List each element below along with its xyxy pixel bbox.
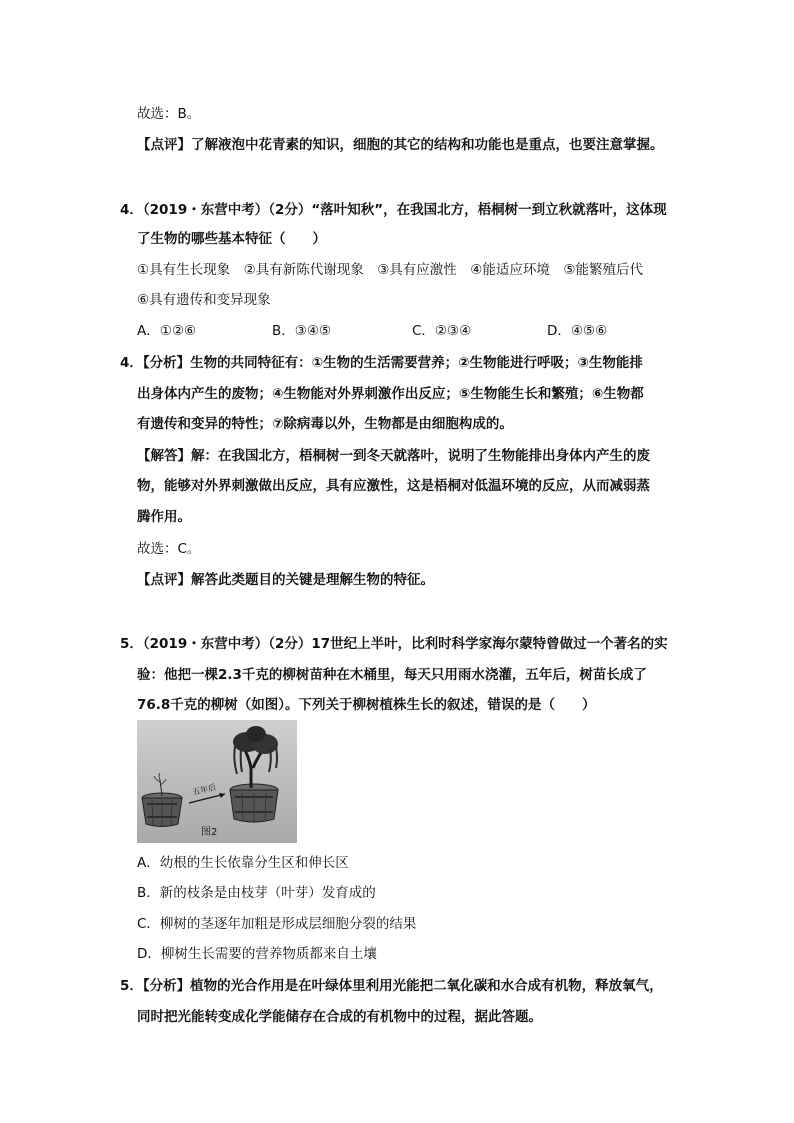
q5-analysis-line-2: 同时把光能转变成化学能储存在合成的有机物中的过程，据此答题。 — [137, 1009, 542, 1025]
figure-drawing — [137, 720, 297, 843]
q4-items-line-2: ⑥具有遗传和变异现象 — [137, 292, 271, 308]
q5-stem-line-1: 5．（2019・东营中考）（2分）17世纪上半叶，比利时科学家海尔蒙特曾做过一个著名的实 — [120, 636, 668, 652]
q3-answer: 故选：B。 — [137, 106, 201, 122]
q5-analysis-line-1: 5．【分析】植物的光合作用是在叶绿体里利用光能把二氧化碳和水合成有机物，释放氧气， — [120, 978, 663, 994]
q4-items-line-1: ①具有生长现象 ②具有新陈代谢现象 ③具有应激性 ④能适应环境 ⑤能繁殖后代 — [137, 262, 644, 278]
q4-answer: 故选：C。 — [137, 541, 201, 557]
q4-analysis-line-3: 有遗传和变异的特性；⑦除病毒以外，生物都是由细胞构成的。 — [137, 416, 513, 432]
q5-option-a: A．幼根的生长依靠分生区和伸长区 — [137, 855, 349, 871]
q4-comment: 【点评】解答此类题目的关键是理解生物的特征。 — [137, 572, 434, 588]
willow-tree — [233, 726, 278, 788]
q4-solution-line-2: 物，能够对外界刺激做出反应，具有应激性，这是梧桐对低温环境的反应，从而减弱蒸 — [137, 478, 650, 494]
figure-caption: 图2 — [201, 827, 218, 838]
willow-experiment-figure — [137, 720, 297, 843]
q5-stem-line-2: 验：他把一棵2.3千克的柳树苗种在木桶里，每天只用雨水浇灌，五年后，树苗长成了 — [137, 667, 647, 683]
q4-option-a: A．①②⑥ — [137, 323, 197, 339]
q5-option-c: C．柳树的茎逐年加粗是形成层细胞分裂的结果 — [137, 916, 417, 932]
q4-analysis-line-2: 出身体内产生的废物；④生物能对外界刺激作出反应；⑤生物能生长和繁殖；⑥生物都 — [137, 386, 644, 402]
q5-option-d: D．柳树生长需要的营养物质都来自土壤 — [137, 946, 377, 962]
q3-comment: 【点评】了解液泡中花青素的知识，细胞的其它的结构和功能也是重点，也要注意掌握。 — [137, 137, 664, 153]
q5-option-b: B．新的枝条是由枝芽（叶芽）发育成的 — [137, 885, 376, 901]
q4-solution-line-3: 腾作用。 — [137, 509, 191, 525]
q4-stem-line-1: 4．（2019・东营中考）（2分）“落叶知秋”，在我国北方，梧桐树一到立秋就落叶，这体现 — [120, 202, 667, 218]
q4-option-b: B．③④⑤ — [272, 323, 332, 339]
arrow-label: 五年后 — [191, 782, 217, 797]
small-bucket — [142, 793, 182, 827]
q4-analysis-line-1: 4．【分析】生物的共同特征有：①生物的生活需要营养；②生物能进行呼吸；③生物能排 — [120, 355, 643, 371]
q4-stem-line-2: 了生物的哪些基本特征（ ） — [137, 231, 326, 247]
q4-option-c: C．②③④ — [412, 323, 472, 339]
q5-stem-line-3: 76.8千克的柳树（如图）。下列关于柳树植株生长的叙述，错误的是（ ） — [137, 697, 596, 713]
q4-solution-line-1: 【解答】解：在我国北方，梧桐树一到冬天就落叶，说明了生物能排出身体内产生的废 — [137, 448, 650, 464]
q4-option-d: D．④⑤⑥ — [547, 323, 608, 339]
large-bucket — [230, 784, 278, 823]
